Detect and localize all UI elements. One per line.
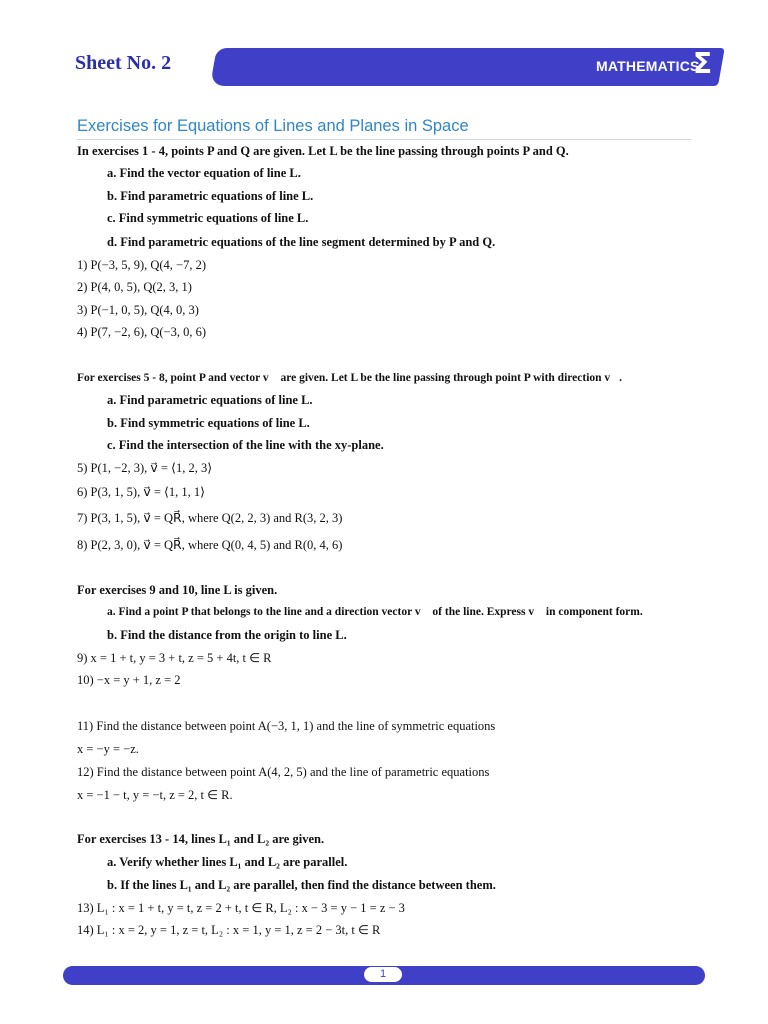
exercise-13: 13) L₁ : x = 1 + t, y = t, z = 2 + t, t ∈ R, L₂ : x − 3 = y − 1 = z − 3 — [77, 901, 405, 915]
exercise-10: 10) −x = y + 1, z = 2 — [77, 673, 181, 687]
exercise-12: 12) Find the distance between point A(4, 2, 5) and the line of parametric equations — [77, 765, 490, 779]
exercise-6: 6) P(3, 1, 5), v⃗ = ⟨1, 1, 1⟩ — [77, 485, 206, 499]
exercise-12-equation: x = −1 − t, y = −t, z = 2, t ∈ R. — [77, 788, 233, 802]
sheet-number: Sheet No. 2 — [75, 52, 172, 74]
exercise-1: 1) P(−3, 5, 9), Q(4, −7, 2) — [77, 258, 207, 272]
exercise-8: 8) P(2, 3, 0), v⃗ = QR⃗, where Q(0, 4, 5) and R(0, 4, 6) — [77, 538, 343, 552]
exercise-4: 4) P(7, −2, 6), Q(−3, 0, 6) — [77, 325, 207, 339]
exercise-11-equation: x = −y = −z. — [77, 742, 139, 756]
section-intro-5-8: For exercises 5 - 8, point P and vector v⃗ are given. Let L be the line passing through point P with direction v⃗. — [77, 372, 622, 384]
task-d: d. Find parametric equations of the line segment determined by P and Q. — [107, 235, 496, 249]
task-a: a. Find a point P that belongs to the line and a direction vector v⃗ of the line. Express v⃗ in component form. — [107, 606, 643, 618]
task-a: a. Verify whether lines L₁ and L₂ are parallel. — [107, 855, 348, 869]
exercise-5: 5) P(1, −2, 3), v⃗ = ⟨1, 2, 3⟩ — [77, 461, 213, 475]
task-c: c. Find symmetric equations of line L. — [107, 211, 309, 225]
page-number: 1 — [364, 967, 402, 982]
task-a: a. Find the vector equation of line L. — [107, 166, 301, 180]
subject-label: MATHEMATICS — [596, 58, 700, 74]
page-title: Exercises for Equations of Lines and Planes in Space — [77, 117, 469, 135]
task-b: b. Find parametric equations of line L. — [107, 189, 314, 203]
exercise-9: 9) x = 1 + t, y = 3 + t, z = 5 + 4t, t ∈ R — [77, 651, 272, 665]
exercise-2: 2) P(4, 0, 5), Q(2, 3, 1) — [77, 280, 192, 294]
exercise-11: 11) Find the distance between point A(−3, 1, 1) and the line of symmetric equations — [77, 719, 496, 733]
exercise-14: 14) L₁ : x = 2, y = 1, z = t, L₂ : x = 1, y = 1, z = 2 − 3t, t ∈ R — [77, 923, 381, 937]
task-b: b. Find symmetric equations of line L. — [107, 416, 310, 430]
section-intro-13-14: For exercises 13 - 14, lines L₁ and L₂ are given. — [77, 832, 325, 846]
task-c: c. Find the intersection of the line with the xy-plane. — [107, 438, 384, 452]
section-intro-1-4: In exercises 1 - 4, points P and Q are given. Let L be the line passing through points P and Q. — [77, 144, 569, 158]
sigma-icon: Σ — [693, 47, 713, 80]
task-a: a. Find parametric equations of line L. — [107, 393, 313, 407]
exercise-7: 7) P(3, 1, 5), v⃗ = QR⃗, where Q(2, 2, 3) and R(3, 2, 3) — [77, 511, 343, 525]
exercise-3: 3) P(−1, 0, 5), Q(4, 0, 3) — [77, 303, 199, 317]
title-divider — [77, 139, 691, 140]
section-intro-9-10: For exercises 9 and 10, line L is given. — [77, 583, 278, 597]
task-b: b. If the lines L₁ and L₂ are parallel, then find the distance between them. — [107, 878, 496, 892]
task-b: b. Find the distance from the origin to line L. — [107, 628, 347, 642]
